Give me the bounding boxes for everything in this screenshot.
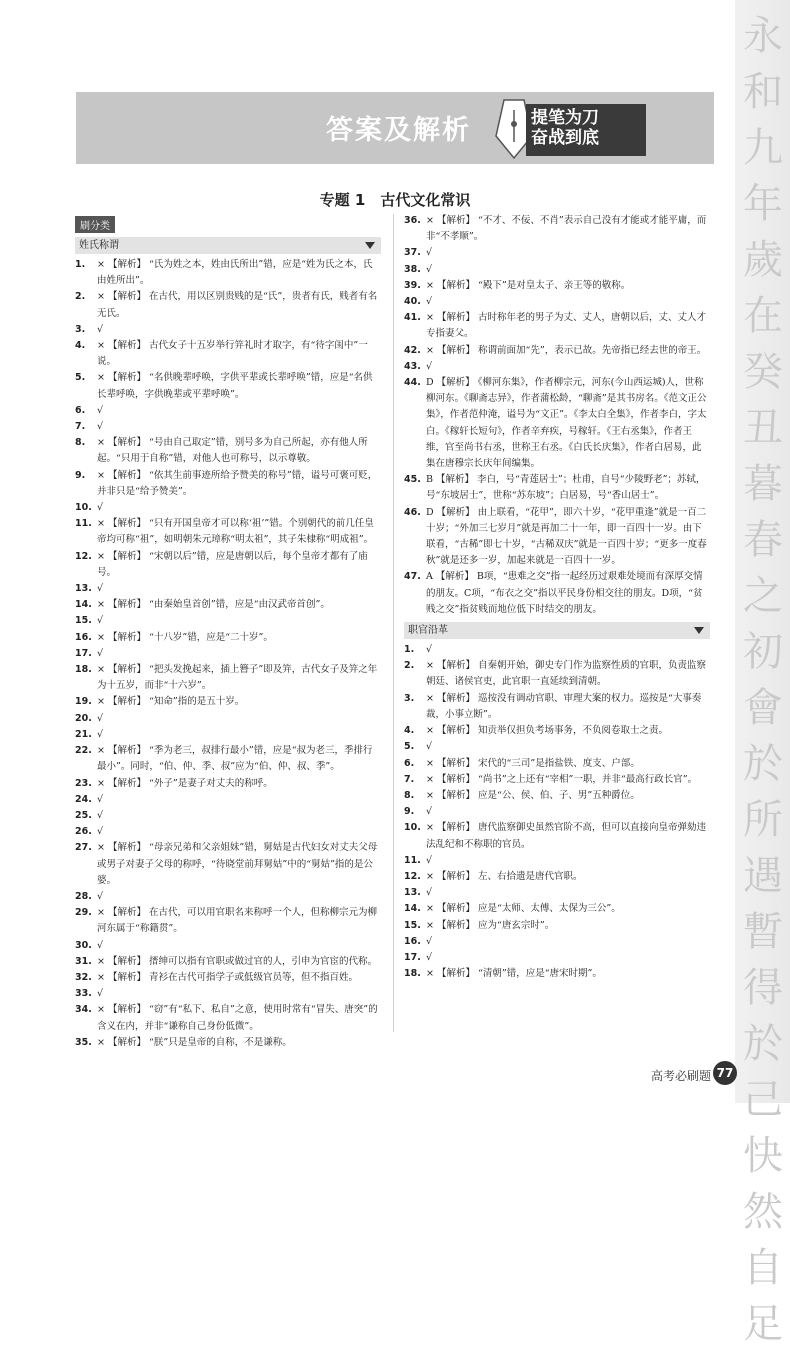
answer-mark: √ — [97, 939, 104, 951]
item-number: 43. — [404, 360, 421, 372]
answer-list — [404, 642, 710, 982]
explanation-text: 搢绅可以指有官职或做过官的人，引申为官宦的代称。 — [148, 955, 377, 967]
explanation-text: 宋代的“三司”是指盐铁、度支、户部。 — [477, 757, 640, 769]
explanation-text: 称谓前面加“先”，表示已故。先帝指已经去世的帝王。 — [477, 344, 707, 356]
item-number: 31. — [75, 955, 92, 967]
item-number: 44. — [404, 377, 421, 389]
answer-mark: × — [426, 773, 434, 785]
item-number: 36. — [404, 215, 421, 226]
analysis-tag: 【解析】 — [107, 1036, 146, 1048]
explanation-text: 由上联看，“花甲”，即六十岁，“花甲重逢”就是一百二十岁；“外加三七岁月”就是再加二十一年，即一百四十一岁。由下联看，“古稀”即七十岁，“古稀双庆”就是一百四十岁；“更多一度春秋”就是还多一岁，加起来就是一百四十一岁。 — [426, 506, 707, 567]
item-number: 41. — [404, 312, 421, 324]
section-header-surnames[interactable] — [75, 237, 381, 254]
answer-item — [404, 885, 710, 901]
header-banner — [76, 92, 714, 164]
item-number: 5. — [75, 372, 86, 384]
item-number: 20. — [75, 712, 92, 724]
answer-item — [75, 711, 381, 727]
explanation-text: “号由自己取定”错，别号多为自己所起，亦有他人所起。“只用于自称”错，对他人也可称号，以示尊敬。 — [97, 437, 368, 465]
item-number: 6. — [404, 757, 415, 769]
item-number: 9. — [404, 806, 415, 818]
item-number: 2. — [75, 291, 86, 303]
answer-mark: √ — [97, 712, 104, 724]
answer-mark: × — [97, 599, 105, 611]
answer-item — [404, 853, 710, 869]
column-divider — [393, 214, 394, 1032]
answer-mark: × — [97, 1036, 105, 1048]
item-number: 12. — [75, 550, 92, 562]
answer-mark: × — [97, 955, 105, 967]
explanation-text: 《柳河东集》，作者柳宗元，河东(今山西运城)人，世称柳河东。《聊斋志异》，作者蒲松龄，“聊斋”是其书房名。《范文正公集》，作者范仲淹，谥号为“文正”。《李太白全集》，作者李白，字太白。《稼轩长短句》，作者辛弃疾，号稼轩。《王右丞集》，作者王维，官至尚书右丞，世称王右丞。《白氏长庆集》，作者白居易，此集在唐穆宗长庆年间编集。 — [426, 377, 707, 470]
answer-item — [75, 257, 381, 289]
answer-mark: × — [97, 842, 105, 854]
slogan-line-1: 提笔为刀 — [531, 108, 599, 128]
answer-item — [75, 289, 381, 321]
answer-mark: × — [97, 372, 105, 384]
answer-mark: × — [426, 312, 434, 324]
answer-item — [404, 950, 710, 966]
answer-mark: × — [426, 279, 434, 291]
item-number: 7. — [404, 773, 415, 785]
analysis-tag: 【解析】 — [107, 842, 146, 854]
item-number: 15. — [404, 919, 421, 931]
answer-item — [75, 419, 381, 435]
explanation-text: 巡按没有调动官职、审理大案的权力。巡按是“大事奏裁，小事立断”。 — [426, 692, 702, 720]
answer-mark: × — [426, 344, 434, 356]
item-number: 45. — [404, 474, 421, 486]
analysis-tag: 【解析】 — [436, 692, 475, 704]
item-number: 2. — [404, 660, 415, 672]
answer-item — [75, 905, 381, 937]
answer-mark: √ — [426, 263, 433, 275]
answer-item — [75, 435, 381, 467]
analysis-tag: 【解析】 — [436, 773, 475, 785]
answer-item — [404, 772, 710, 788]
explanation-text: 在古代，可以用官职名来称呼一个人，但称柳宗元为柳河东属于“称籍贯”。 — [97, 907, 377, 935]
item-number: 19. — [75, 696, 92, 708]
answer-item — [404, 359, 710, 375]
analysis-tag: 【解析】 — [107, 291, 146, 303]
analysis-tag: 【解析】 — [436, 725, 475, 737]
answer-item — [404, 756, 710, 772]
explanation-text: “外子”是妻子对丈夫的称呼。 — [148, 777, 273, 789]
answer-mark: × — [97, 631, 105, 643]
answer-mark: × — [426, 725, 434, 737]
item-number: 18. — [75, 664, 92, 676]
calligraphy-margin — [735, 0, 790, 1347]
analysis-tag: 【解析】 — [107, 469, 146, 481]
answer-item — [404, 966, 710, 982]
explanation-text: “不才、不佞、不肖”表示自己没有才能或才能平庸，而非“不孝顺”。 — [426, 215, 707, 243]
section-title: 姓氏称谓 — [79, 240, 119, 251]
answer-item — [75, 743, 381, 775]
answer-mark: × — [426, 789, 434, 801]
answer-item — [75, 986, 381, 1002]
answer-mark: × — [426, 692, 434, 704]
item-number: 4. — [404, 725, 415, 737]
answer-mark: × — [97, 696, 105, 708]
answer-mark: √ — [426, 296, 433, 308]
answer-mark: × — [97, 550, 105, 562]
answer-mark: √ — [426, 806, 433, 818]
answer-mark: × — [426, 870, 434, 882]
analysis-tag: 【解析】 — [436, 344, 475, 356]
analysis-tag: 【解析】 — [436, 903, 475, 915]
item-number: 9. — [75, 469, 86, 481]
answer-item — [404, 278, 710, 294]
item-number: 22. — [75, 745, 92, 757]
answer-mark: × — [97, 259, 105, 270]
answer-item — [75, 776, 381, 792]
answer-item — [404, 505, 710, 570]
answer-mark: √ — [97, 583, 104, 595]
answer-item — [404, 569, 710, 618]
item-number: 8. — [75, 437, 86, 449]
answer-mark: × — [97, 664, 105, 676]
answer-mark: × — [97, 518, 105, 530]
answer-item — [404, 739, 710, 755]
answer-item — [75, 549, 381, 581]
item-number: 39. — [404, 279, 421, 291]
analysis-tag: 【解析】 — [435, 474, 474, 486]
explanation-text: 应为“唐玄宗时”。 — [477, 919, 555, 931]
item-number: 17. — [75, 647, 92, 659]
section-title: 职官沿革 — [408, 625, 448, 637]
item-number: 33. — [75, 988, 92, 1000]
answer-mark: × — [97, 971, 105, 983]
explanation-text: 古时称年老的男子为丈、丈人，唐朝以后，丈、丈人才专指妻父。 — [426, 312, 706, 340]
explanation-text: “由秦始皇首创”错，应是“由汉武帝首创”。 — [148, 599, 330, 611]
explanation-text: “名供晚辈呼唤，字供平辈或长辈呼唤”错，应是“名供长辈呼唤，字供晚辈或平辈呼唤”。 — [97, 372, 373, 400]
explanation-text: “只有开国皇帝才可以称‘祖’”错。个别朝代的前几任皇帝均可称“祖”，如明朝朱元璋称“明太祖”，其子朱棣称“明成祖”。 — [97, 518, 374, 546]
explanation-text: “母亲兄弟和父亲姐妹”错，舅姑是古代妇女对丈夫父母或男子对妻子父母的称呼，“待晓堂前拜舅姑”中的“舅姑”指的是公婆。 — [97, 842, 378, 886]
answer-item — [75, 613, 381, 629]
item-number: 25. — [75, 809, 92, 821]
answer-item — [75, 516, 381, 548]
item-number: 10. — [75, 502, 92, 514]
answer-item — [75, 694, 381, 710]
explanation-text: “尚书”之上还有“宰相”一职，并非“最高行政长官”。 — [477, 773, 698, 785]
explanation-text: 左、右拾遗是唐代官职。 — [477, 870, 583, 882]
analysis-tag: 【解析】 — [107, 259, 146, 270]
item-number: 16. — [75, 631, 92, 643]
answer-item — [404, 262, 710, 278]
item-number: 15. — [75, 615, 92, 627]
banner-title: 答案及解析 — [326, 115, 471, 146]
item-number: 11. — [75, 518, 92, 530]
analysis-tag: 【解析】 — [107, 340, 146, 352]
item-number: 16. — [404, 935, 421, 947]
answer-mark: × — [426, 968, 434, 980]
item-number: 40. — [404, 296, 421, 308]
answer-item — [75, 954, 381, 970]
explanation-text: “窃”有“私下、私自”之意，使用时常有“冒失、唐突”的含义在内，并非“谦称自己身份低微”。 — [97, 1004, 378, 1032]
slogan — [531, 108, 599, 148]
answer-mark: × — [97, 437, 105, 449]
item-number: 46. — [404, 506, 421, 518]
item-number: 4. — [75, 340, 86, 352]
explanation-text: 古代女子十五岁举行笄礼时才取字，有“待字闺中”一说。 — [97, 340, 368, 368]
answer-item — [75, 727, 381, 743]
analysis-tag: 【解析】 — [107, 631, 146, 643]
answer-item — [404, 343, 710, 359]
item-number: 21. — [75, 728, 92, 740]
answer-item — [75, 322, 381, 338]
answer-mark: D — [426, 377, 434, 389]
item-number: 23. — [75, 777, 92, 789]
answer-item — [75, 338, 381, 370]
analysis-tag: 【解析】 — [436, 870, 475, 882]
answer-item — [404, 804, 710, 820]
analysis-tag: 【解析】 — [436, 506, 475, 518]
analysis-tag: 【解析】 — [107, 599, 146, 611]
answer-list — [75, 257, 381, 1051]
analysis-tag: 【解析】 — [436, 822, 475, 834]
item-number: 1. — [75, 259, 86, 270]
analysis-tag: 【解析】 — [107, 550, 146, 562]
answer-item — [75, 938, 381, 954]
item-number: 47. — [404, 571, 421, 583]
answer-item — [404, 245, 710, 261]
answer-mark: √ — [426, 247, 433, 259]
item-number: 3. — [75, 323, 86, 335]
answer-mark: D — [426, 506, 434, 518]
item-number: 18. — [404, 968, 421, 980]
analysis-tag: 【解析】 — [436, 215, 475, 226]
section-header-offices[interactable] — [404, 622, 710, 639]
answer-mark: √ — [97, 809, 104, 821]
answer-item — [75, 597, 381, 613]
answer-item — [75, 646, 381, 662]
answer-mark: × — [97, 340, 105, 352]
item-number: 26. — [75, 826, 92, 838]
answer-item — [404, 658, 710, 690]
item-number: 24. — [75, 793, 92, 805]
answer-mark: B — [426, 474, 433, 486]
answer-mark: √ — [97, 647, 104, 659]
explanation-text: 应是“太师、太傅、太保为三公”。 — [477, 903, 621, 915]
analysis-tag: 【解析】 — [107, 907, 146, 919]
item-number: 17. — [404, 951, 421, 963]
answer-mark: √ — [97, 988, 104, 1000]
triangle-down-icon — [694, 627, 704, 634]
answer-item — [75, 662, 381, 694]
explanation-text: “宋朝以后”错，应是唐朝以后，每个皇帝才都有了庙号。 — [97, 550, 368, 578]
answer-item — [75, 970, 381, 986]
right-column — [404, 213, 710, 982]
item-number: 7. — [75, 421, 86, 433]
answer-item — [404, 918, 710, 934]
explanation-text: “氏为姓之本，姓由氏所出”错，应是“姓为氏之本，氏由姓所出”。 — [97, 259, 373, 287]
analysis-tag: 【解析】 — [436, 660, 475, 672]
answer-mark: √ — [97, 502, 104, 514]
left-column — [75, 214, 381, 1051]
analysis-tag: 【解析】 — [436, 757, 475, 769]
answer-mark: × — [97, 469, 105, 481]
item-number: 13. — [75, 583, 92, 595]
answer-item — [404, 472, 710, 504]
answer-item — [404, 934, 710, 950]
answer-mark: √ — [97, 421, 104, 433]
answer-mark: × — [426, 215, 434, 226]
answer-mark: × — [426, 919, 434, 931]
item-number: 34. — [75, 1004, 92, 1016]
answer-mark: × — [426, 903, 434, 915]
item-number: 5. — [404, 741, 415, 753]
explanation-text: 青衫在古代可指学子或低级官员等，但不指百姓。 — [148, 971, 358, 983]
answer-mark: √ — [97, 323, 104, 335]
answer-item — [404, 310, 710, 342]
answer-mark: √ — [426, 360, 433, 372]
explanation-text: 知贡举仅担负考场事务，不负阅卷取士之责。 — [477, 725, 668, 737]
analysis-tag: 【解析】 — [107, 971, 146, 983]
answer-item — [404, 213, 710, 245]
answer-item — [404, 691, 710, 723]
analysis-tag: 【解析】 — [107, 1004, 146, 1016]
category-tag: 刷分类 — [75, 216, 115, 233]
answer-item — [404, 375, 710, 472]
item-number: 3. — [404, 692, 415, 704]
item-number: 28. — [75, 890, 92, 902]
explanation-text: 自秦朝开始，御史专门作为监察性质的官职，负责监察朝廷、诸侯官吏，此官职一直延续到清朝。 — [426, 660, 706, 688]
analysis-tag: 【解析】 — [107, 745, 146, 757]
analysis-tag: 【解析】 — [436, 377, 475, 389]
analysis-tag: 【解析】 — [436, 919, 475, 931]
answer-mark: × — [97, 745, 105, 757]
explanation-text: “季为老三，叔排行最小”错，应是“叔为老三，季排行最小”。同时，“伯、仲、季、叔”应为“伯、仲、叔、季”。 — [97, 745, 373, 773]
explanation-text: “依其生前事迹所给予赞美的称号”错，谥号可褒可贬，并非只是“给予赞美”。 — [97, 469, 378, 497]
explanation-text: 唐代监察御史虽然官阶不高，但可以直接向皇帝弹劾违法乱纪和不称职的官员。 — [426, 822, 706, 850]
analysis-tag: 【解析】 — [107, 696, 146, 708]
answer-item — [404, 901, 710, 917]
answer-item — [404, 642, 710, 658]
answer-item — [75, 370, 381, 402]
answer-mark: √ — [97, 615, 104, 627]
answer-item — [404, 294, 710, 310]
item-number: 38. — [404, 263, 421, 275]
item-number: 12. — [404, 870, 421, 882]
answer-item — [75, 840, 381, 889]
slogan-line-2: 奋战到底 — [531, 128, 599, 148]
answer-list — [404, 213, 710, 618]
item-number: 35. — [75, 1036, 92, 1048]
analysis-tag: 【解析】 — [436, 789, 475, 801]
item-number: 14. — [75, 599, 92, 611]
item-number: 37. — [404, 247, 421, 259]
item-number: 13. — [404, 887, 421, 899]
answer-item — [75, 468, 381, 500]
item-number: 10. — [404, 822, 421, 834]
analysis-tag: 【解析】 — [107, 518, 146, 530]
item-number: 29. — [75, 907, 92, 919]
explanation-text: 应是“公、侯、伯、子、男”五种爵位。 — [477, 789, 640, 801]
analysis-tag: 【解析】 — [107, 437, 146, 449]
analysis-tag: 【解析】 — [107, 372, 146, 384]
answer-item — [404, 869, 710, 885]
topic-title: 专题 1 古代文化常识 — [319, 191, 471, 209]
answer-item — [75, 889, 381, 905]
calligraphy-text: 永和九年歲在癸丑暮春之初會於所遇暫得於己快然自足 — [743, 13, 783, 1347]
explanation-text: “知命”指的是五十岁。 — [148, 696, 245, 708]
explanation-text: 李白，号“青莲居士”；杜甫，自号“少陵野老”；苏轼，号“东坡居士”，世称“苏东坡”；白居易，号“香山居士”。 — [426, 474, 706, 502]
answer-item — [75, 500, 381, 516]
analysis-tag: 【解析】 — [107, 777, 146, 789]
answer-mark: √ — [426, 935, 433, 947]
page-number: 77 — [713, 1061, 737, 1085]
answer-item — [75, 581, 381, 597]
answer-item — [75, 824, 381, 840]
analysis-tag: 【解析】 — [107, 955, 146, 967]
answer-mark: √ — [97, 793, 104, 805]
item-number: 6. — [75, 404, 86, 416]
triangle-down-icon — [365, 242, 375, 249]
analysis-tag: 【解析】 — [107, 664, 146, 676]
item-number: 42. — [404, 344, 421, 356]
answer-mark: √ — [426, 644, 433, 656]
analysis-tag: 【解析】 — [436, 279, 475, 291]
explanation-text: “清朝”错，应是“唐宋时期”。 — [477, 968, 602, 980]
answer-mark: × — [97, 291, 105, 303]
answer-mark: √ — [426, 887, 433, 899]
answer-mark: × — [426, 660, 434, 672]
explanation-text: “殿下”是对皇太子、亲王等的敬称。 — [477, 279, 631, 291]
item-number: 32. — [75, 971, 92, 983]
answer-mark: × — [97, 777, 105, 789]
explanation-text: “十八岁”错，应是“二十岁”。 — [148, 631, 273, 643]
explanation-text: “把头发挽起来，插上簪子”即及笄，古代女子及笄之年为十五岁，而非“十六岁”。 — [97, 664, 378, 692]
answer-mark: × — [426, 757, 434, 769]
explanation-text: 在古代，用以区别贵贱的是“氏”，贵者有氏，贱者有名无氏。 — [97, 291, 378, 319]
answer-mark: × — [426, 822, 434, 834]
answer-mark: √ — [97, 404, 104, 416]
answer-item — [75, 1002, 381, 1034]
answer-mark: √ — [97, 826, 104, 838]
answer-mark: √ — [97, 728, 104, 740]
analysis-tag: 【解析】 — [436, 968, 475, 980]
answer-mark: √ — [426, 854, 433, 866]
answer-item — [75, 808, 381, 824]
explanation-text: “朕”只是皇帝的自称，不是谦称。 — [148, 1036, 292, 1048]
explanation-text: B项，“患难之交”指一起经历过艰难处境而有深厚交情的朋友。C项，“布衣之交”指以平民身份相交往的朋友。D项，“贫贱之交”指贫贱而地位低下时结交的朋友。 — [426, 571, 703, 615]
answer-mark: √ — [97, 890, 104, 902]
answer-mark: × — [97, 907, 105, 919]
answer-mark: √ — [426, 951, 433, 963]
answer-mark: A — [426, 571, 433, 583]
answer-mark: × — [97, 1004, 105, 1016]
answer-item — [75, 1035, 381, 1051]
item-number: 8. — [404, 789, 415, 801]
answer-item — [404, 723, 710, 739]
answer-item — [404, 788, 710, 804]
analysis-tag: 【解析】 — [436, 312, 475, 324]
item-number: 1. — [404, 644, 415, 656]
item-number: 30. — [75, 939, 92, 951]
answer-mark: √ — [426, 741, 433, 753]
item-number: 27. — [75, 842, 92, 854]
answer-item — [75, 792, 381, 808]
footer-label: 高考必刷题 — [651, 1069, 712, 1083]
answer-item — [75, 630, 381, 646]
analysis-tag: 【解析】 — [435, 571, 474, 583]
item-number: 14. — [404, 903, 421, 915]
answer-item — [75, 403, 381, 419]
answer-item — [404, 820, 710, 852]
item-number: 11. — [404, 854, 421, 866]
